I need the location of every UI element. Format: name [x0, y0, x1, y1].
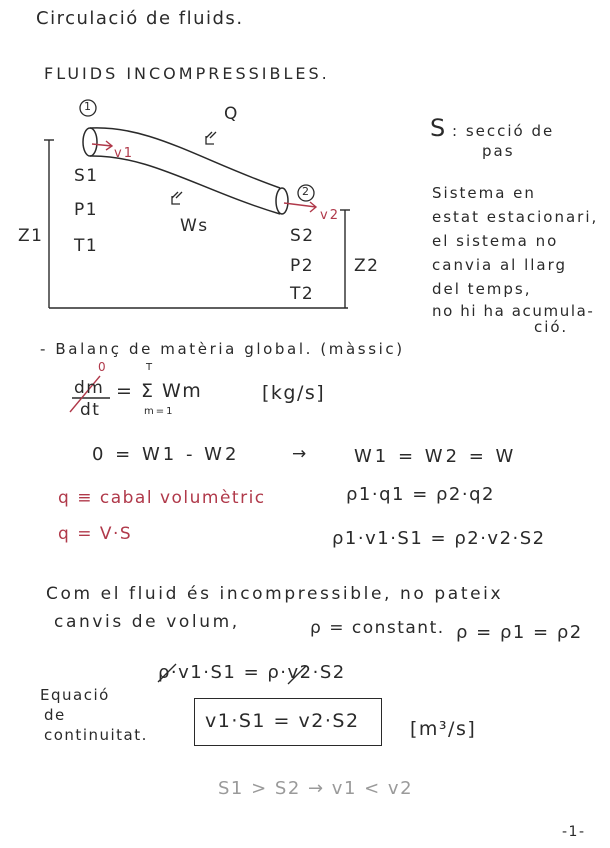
- dm-dt-zero: 0: [98, 360, 108, 374]
- density-equality: ρ = ρ1 = ρ2: [456, 622, 583, 643]
- conclusion-inequality: S1 > S2 → v1 < v2: [218, 778, 414, 799]
- point-2-label: 2: [302, 185, 311, 198]
- stationary-note-4: canvia al llarg: [432, 256, 568, 274]
- density-velocity-equation: ρ1·v1·S1 = ρ2·v2·S2: [332, 528, 546, 549]
- stationary-note-3: el sistema no: [432, 232, 559, 250]
- v1-label: v1: [114, 146, 134, 161]
- balance-heading: - Balanç de matèria global. (màssic): [40, 340, 405, 358]
- density-flow-equation: ρ1·q1 = ρ2·q2: [346, 484, 495, 505]
- continuity-label-3: continuitat.: [44, 726, 148, 744]
- stationary-note-7: ció.: [534, 318, 569, 336]
- section-definition-1: : secció de: [452, 122, 555, 140]
- sum-lower-limit: m=1: [144, 406, 175, 417]
- continuity-label-1: Equació: [40, 686, 110, 704]
- work-label: Ws: [180, 216, 209, 236]
- page-title: Circulació de fluids.: [36, 8, 244, 29]
- pipe-bottom-edge: [90, 156, 280, 214]
- point-1-label: 1: [84, 100, 93, 113]
- section-symbol: S: [430, 114, 447, 142]
- heat-label: Q: [224, 104, 239, 124]
- cancelled-density-equation: ρ·v1·S1 = ρ·v2·S2: [158, 662, 346, 683]
- continuity-equation-box: [194, 698, 382, 746]
- dt-denominator: dt: [80, 400, 101, 420]
- section-definition-2: pas: [482, 142, 515, 160]
- p2-label: P2: [290, 256, 315, 276]
- sum-expression: = Σ Wm: [116, 380, 203, 402]
- z2-label: Z2: [354, 256, 380, 276]
- v2-label: v2: [320, 208, 340, 223]
- stationary-note-1: Sistema en: [432, 184, 536, 202]
- t2-label: T2: [290, 284, 315, 304]
- mass-balance-equation: 0 = W1 - W2: [92, 444, 240, 465]
- s2-label: S2: [290, 226, 315, 246]
- pipe-inlet: [83, 128, 97, 156]
- stationary-note-5: del temps,: [432, 280, 532, 298]
- continuity-equation: v1·S1 = v2·S2: [205, 710, 360, 732]
- incompressible-statement-1: Com el fluid és incompressible, no pateix: [46, 584, 504, 604]
- volumetric-flow-formula: q = V·S: [58, 524, 133, 544]
- stationary-note-2: estat estacionari,: [432, 208, 599, 226]
- heat-arrow: [206, 132, 216, 144]
- section-heading: FLUIDS INCOMPRESSIBLES.: [44, 64, 330, 83]
- work-arrow: [172, 192, 182, 204]
- dm-numerator: dm: [74, 378, 105, 398]
- density-constant: ρ = constant.: [310, 618, 445, 638]
- s1-label: S1: [74, 166, 99, 186]
- pipe-outlet: [276, 188, 288, 214]
- t1-label: T1: [74, 236, 99, 256]
- implies-arrow: →: [292, 444, 308, 464]
- stationary-note-6: no hi ha acumula-: [432, 302, 595, 320]
- sum-upper-limit: T: [146, 362, 155, 373]
- z1-label: Z1: [18, 226, 44, 246]
- incompressible-statement-2: canvis de volum,: [54, 612, 240, 632]
- page-number: -1-: [562, 824, 586, 840]
- continuity-label-2: de: [44, 706, 66, 724]
- volumetric-flow-definition: q ≡ cabal volumètric: [58, 488, 266, 508]
- volumetric-units: [m³/s]: [410, 718, 477, 740]
- mass-flow-equality: W1 = W2 = W: [354, 446, 517, 467]
- p1-label: P1: [74, 200, 99, 220]
- mass-flow-units: [kg/s]: [262, 382, 326, 404]
